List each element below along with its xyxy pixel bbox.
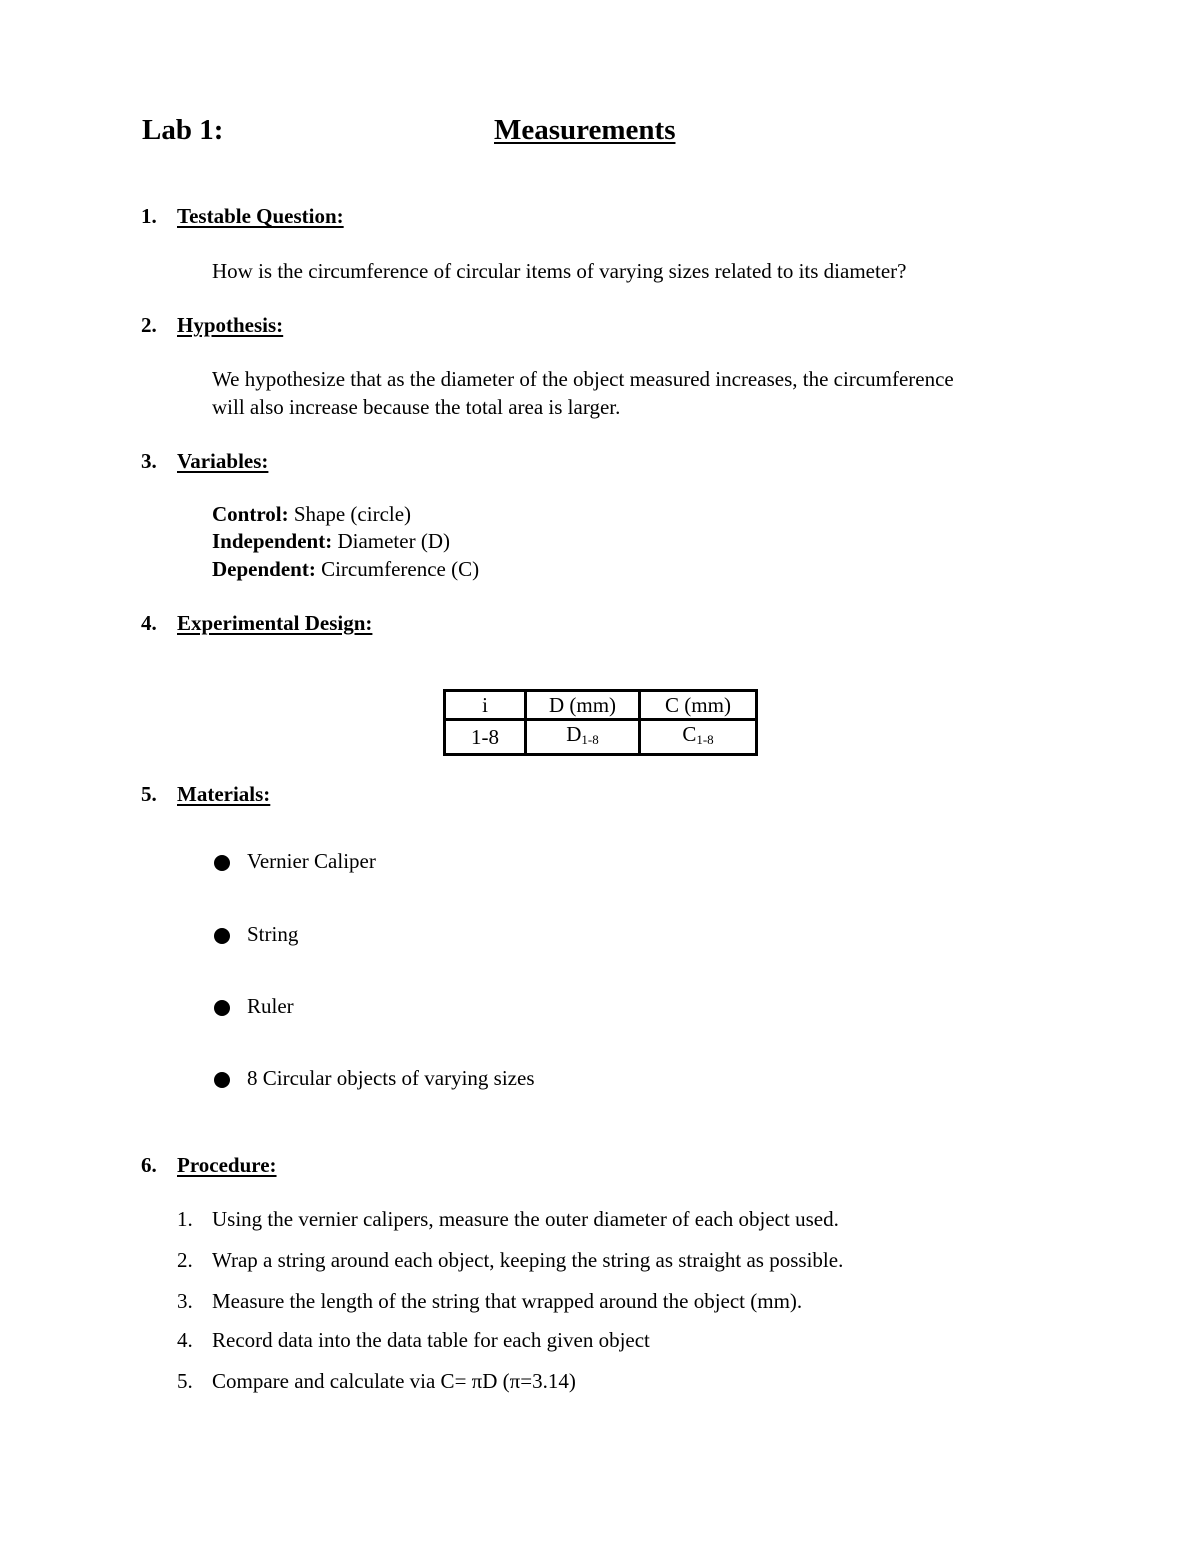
step-number: 2. [177, 1248, 193, 1272]
question-text: How is the circumference of circular items of varying sizes related to its diameter? [212, 259, 907, 283]
dependent-label: Dependent: [212, 557, 316, 581]
cell-d-sub: 1-8 [581, 732, 599, 747]
step-text: Record data into the data table for each given object [212, 1328, 650, 1352]
header-d: D (mm) [526, 691, 640, 720]
hypothesis-line-1: We hypothesize that as the diameter of the object measured increases, the circumference [212, 367, 954, 391]
step-text: Wrap a string around each object, keeping the string as straight as possible. [212, 1248, 844, 1272]
material-item: Vernier Caliper [247, 849, 376, 873]
bullet-icon [214, 1000, 230, 1016]
material-item: Ruler [247, 994, 294, 1018]
cell-c-main: C [682, 722, 697, 746]
question-heading: Testable Question: [177, 204, 344, 228]
section-number-4: 4. [141, 611, 157, 635]
variables-heading: Variables: [177, 449, 269, 473]
material-item: 8 Circular objects of varying sizes [247, 1066, 535, 1090]
step-number: 3. [177, 1289, 193, 1313]
control-label: Control: [212, 502, 289, 526]
section-number-3: 3. [141, 449, 157, 473]
material-item: String [247, 922, 299, 946]
cell-d-main: D [566, 722, 582, 746]
independent-value: Diameter (D) [337, 529, 450, 553]
header-i: i [445, 691, 526, 720]
variable-dependent [212, 557, 479, 582]
design-table [443, 689, 758, 756]
step-number: 4. [177, 1328, 193, 1352]
section-number-1: 1. [141, 204, 157, 228]
cell-d [526, 720, 640, 755]
variable-independent [212, 529, 450, 554]
step-number: 5. [177, 1369, 193, 1393]
cell-c [640, 720, 757, 755]
bullet-icon [214, 1072, 230, 1088]
dependent-value: Circumference (C) [321, 557, 480, 581]
bullet-icon [214, 855, 230, 871]
cell-c-sub: 1-8 [696, 732, 714, 747]
section-number-2: 2. [141, 313, 157, 337]
section-number-6: 6. [141, 1153, 157, 1177]
table-header-row [445, 691, 757, 720]
step-text: Compare and calculate via C= πD (π=3.14) [212, 1369, 576, 1393]
section-number-5: 5. [141, 782, 157, 806]
hypothesis-line-2: will also increase because the total area is larger. [212, 395, 621, 419]
control-value: Shape (circle) [293, 502, 412, 526]
independent-label: Independent: [212, 529, 333, 553]
bullet-icon [214, 928, 230, 944]
materials-heading: Materials: [177, 782, 271, 806]
variable-control [212, 502, 411, 527]
header-c: C (mm) [640, 691, 757, 720]
table-row [445, 720, 757, 755]
cell-i: 1-8 [445, 720, 526, 755]
page-title: Measurements [494, 114, 676, 146]
step-number: 1. [177, 1207, 193, 1231]
procedure-heading: Procedure: [177, 1153, 277, 1177]
hypothesis-heading: Hypothesis: [177, 313, 284, 337]
step-text: Measure the length of the string that wrapped around the object (mm). [212, 1289, 803, 1313]
design-heading: Experimental Design: [177, 611, 373, 635]
lab-number: Lab 1: [142, 114, 224, 146]
step-text: Using the vernier calipers, measure the outer diameter of each object used. [212, 1207, 839, 1231]
